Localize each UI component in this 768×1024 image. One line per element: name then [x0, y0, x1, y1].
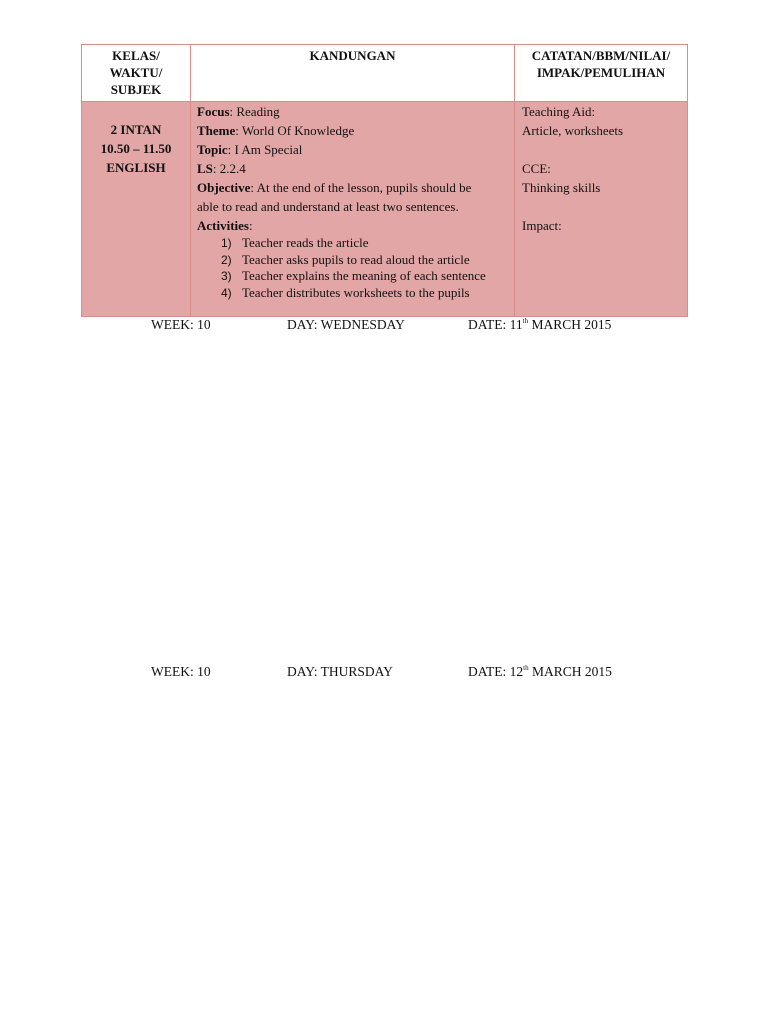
header-impak: IMPAK/PEMULIHAN	[536, 65, 666, 80]
table-header-row	[82, 45, 688, 102]
header-kelas: KELAS/	[112, 48, 160, 63]
header-content-cell	[191, 45, 515, 102]
footer-day: DAY: THURSDAY	[287, 664, 393, 679]
lesson-row	[82, 102, 688, 317]
footer-date: DATE: 11th MARCH 2015	[468, 317, 612, 332]
objective-label: Objective	[197, 180, 251, 195]
activities-line	[197, 216, 508, 235]
list-text: Teacher asks pupils to read aloud the article	[242, 251, 470, 267]
teaching-aid-value: Article, worksheets	[522, 123, 624, 138]
header-waktu: WAKTU/	[109, 65, 163, 80]
focus-label: Focus	[197, 104, 230, 119]
activities-colon: :	[248, 218, 253, 233]
theme-label: Theme	[197, 123, 236, 138]
list-number: 3)	[221, 269, 232, 283]
theme-value: : World Of Knowledge	[235, 123, 355, 138]
footer-week: WEEK: 10	[151, 317, 211, 332]
objective-line-2: able to read and understand at least two sentences.	[197, 199, 459, 214]
cce-value: Thinking skills	[522, 180, 601, 195]
list-number: 4)	[221, 285, 232, 300]
content-cell	[191, 102, 515, 317]
header-subjek: SUBJEK	[110, 82, 162, 97]
ls-line	[197, 159, 508, 178]
cce-label: CCE:	[522, 161, 551, 176]
focus-line	[197, 102, 508, 121]
list-number: 2)	[221, 252, 232, 267]
lesson-plan-table	[81, 44, 688, 317]
topic-label: Topic	[197, 142, 228, 157]
theme-line	[197, 121, 508, 140]
activities-list	[197, 235, 508, 301]
footer-date: DATE: 12th MARCH 2015	[468, 664, 612, 679]
list-item	[197, 285, 508, 302]
topic-line	[197, 140, 508, 159]
list-text: Teacher reads the article	[242, 235, 369, 250]
objective-value: : At the end of the lesson, pupils should be	[250, 180, 472, 195]
class-info-cell	[82, 102, 191, 317]
list-text: Teacher distributes worksheets to the pupils	[242, 284, 470, 300]
footer-thursday	[0, 664, 768, 682]
objective-line	[197, 178, 508, 197]
activities-label: Activities	[197, 218, 249, 233]
header-catatan: CATATAN/BBM/NILAI/	[531, 48, 671, 63]
header-class-cell	[82, 45, 191, 102]
notes-cell	[515, 102, 688, 317]
focus-value: : Reading	[229, 104, 280, 119]
list-item	[197, 252, 508, 269]
class-name: 2 INTAN	[110, 122, 162, 137]
header-notes-cell	[515, 45, 688, 102]
list-item	[197, 235, 508, 252]
list-number: 1)	[221, 236, 232, 250]
header-kandungan: KANDUNGAN	[309, 48, 396, 63]
teaching-aid-label: Teaching Aid:	[522, 104, 596, 119]
ls-value: : 2.2.4	[212, 161, 246, 176]
class-subject: ENGLISH	[106, 160, 166, 175]
impact-label: Impact:	[522, 218, 562, 233]
footer-week: WEEK: 10	[151, 664, 211, 679]
topic-value: : I Am Special	[227, 142, 303, 157]
list-text: Teacher explains the meaning of each sentence	[242, 268, 486, 283]
class-time: 10.50 – 11.50	[100, 141, 172, 156]
footer-day: DAY: WEDNESDAY	[287, 317, 405, 332]
footer-wednesday	[0, 317, 768, 335]
ls-label: LS	[197, 161, 213, 176]
list-item	[197, 268, 508, 285]
